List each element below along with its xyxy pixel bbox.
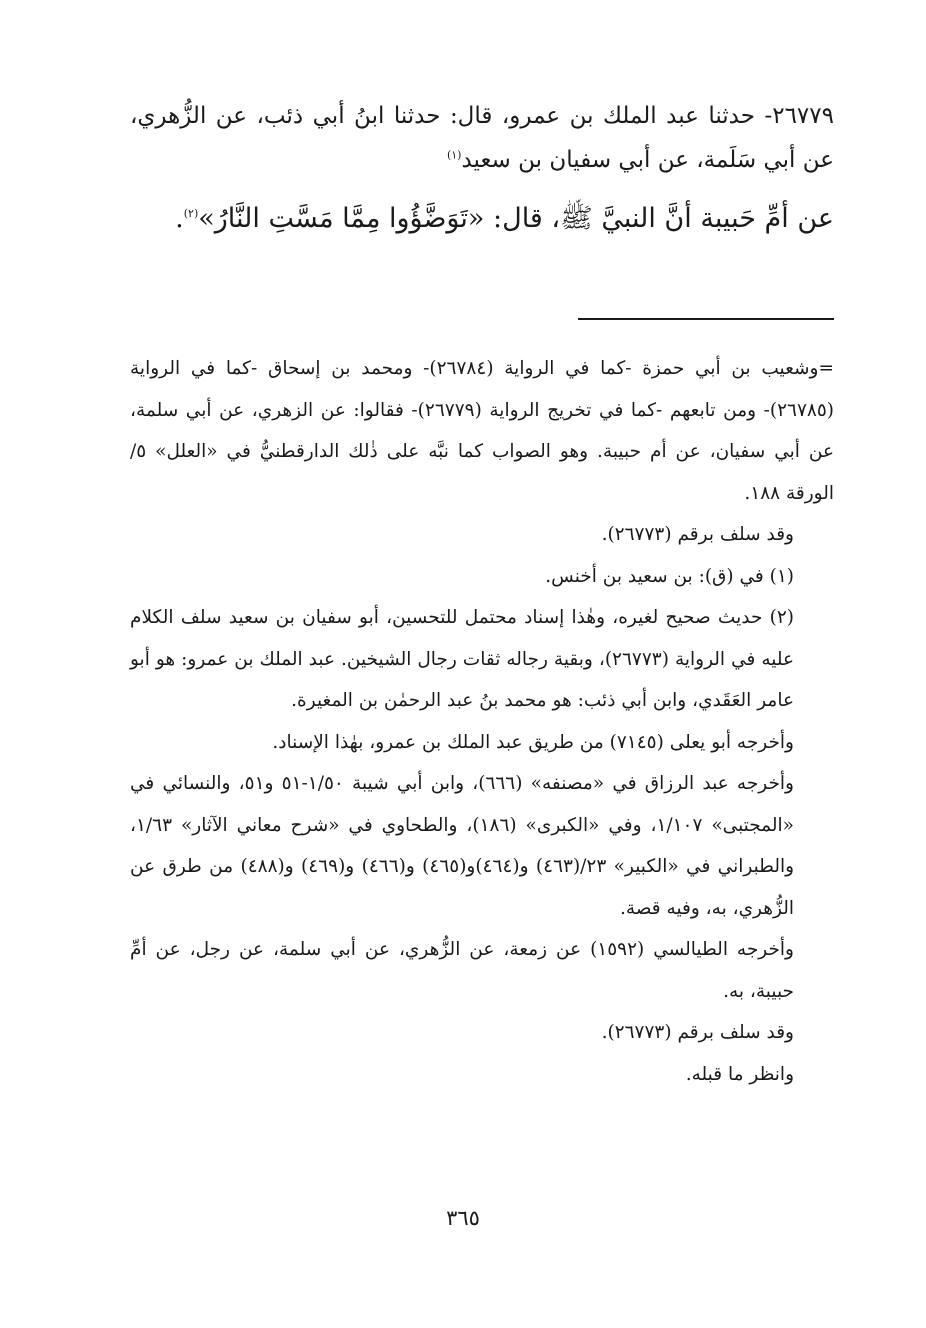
hadith-text [130, 190, 834, 248]
hadith-text-end: . [175, 203, 184, 234]
footnote-paragraph: وقد سلف برقم (٢٦٧٧٣). [601, 524, 794, 545]
footnotes [130, 348, 834, 1095]
hadith-chain [130, 94, 834, 182]
hadith-chain-text: ٢٦٧٧٩- حدثنا عبد الملك بن عمرو، قال: حدثنا ابنُ أبي ذئب، عن الزُّهري، عن أبي سَلَمة، عن أبي سفيان بن سعيد [130, 103, 834, 173]
footnote-paragraph: وأخرجه عبد الرزاق في «مصنفه» (٦٦٦)، وابن أبي شيبة ١/٥٠-٥١ و٥١، والنسائي في «المجتبى» ١/١٠٧، وفي «الكبرى» (١٨٦)، والطحاوي في «شرح معاني الآثار» ١/٦٣، والطبراني في «الكبير» ٢٣/(٤٦٣) و(٤٦٤)و(٤٦٥) و(٤٦٦) و(٤٦٩) و(٤٨٨) من طرق عن الزُّهري، به، وفيه قصة. [130, 773, 795, 919]
footnote-paragraph: =وشعيب بن أبي حمزة -كما في الرواية (٢٦٧٨٤)- ومحمد بن إسحاق -كما في الرواية (٢٦٧٨٥)- ومن تابعهم -كما في تخريج الرواية (٢٦٧٧٩)- فقالوا: عن الزهري، عن أبي سلمة، عن أبي سفيان، عن أم حبيبة. وهو الصواب كما نبَّه على ذٰلك الدارقطنيُّ في «العلل» ٥/الورقة ١٨٨. [130, 358, 834, 504]
footnote-paragraph: وأخرجه الطيالسي (١٥٩٢) عن زمعة، عن الزُّهري، عن أبي سلمة، عن رجل، عن أمِّ حبيبة، به. [130, 939, 794, 1002]
page-number: ٣٦٥ [446, 1206, 480, 1230]
footnote-paragraph: (١) في (ق): بن سعيد بن أخنس. [545, 565, 794, 587]
footnote-paragraph: وقد سلف برقم (٢٦٧٧٣). [601, 1022, 794, 1043]
footnote-separator [578, 318, 834, 320]
footnote-paragraph: وانظر ما قبله. [685, 1063, 794, 1085]
footnote-paragraph: (٢) حديث صحيح لغيره، وهٰذا إسناد محتمل للتحسين، أبو سفيان بن سعيد سلف الكلام عليه في الرواية (٢٦٧٧٣)، وبقية رجاله ثقات رجال الشيخين. عبد الملك بن عمرو: هو أبو عامر العَقَدي، وابن أبي ذئب: هو محمد بنُ عبد الرحمٰن بن المغيرة. [130, 607, 794, 711]
footnote-ref-2: (٢) [183, 207, 199, 220]
footnote-paragraph: وأخرجه أبو يعلى (٧١٤٥) من طريق عبد الملك بن عمرو، بهٰذا الإسناد. [272, 731, 794, 753]
hadith-text-body: عن أمِّ حَبيبة أنَّ النبيَّ ﷺ، قال: «تَوَضَّؤُوا مِمَّا مَسَّتِ النَّارُ» [198, 203, 834, 234]
footnote-ref-1: (١) [446, 148, 462, 162]
